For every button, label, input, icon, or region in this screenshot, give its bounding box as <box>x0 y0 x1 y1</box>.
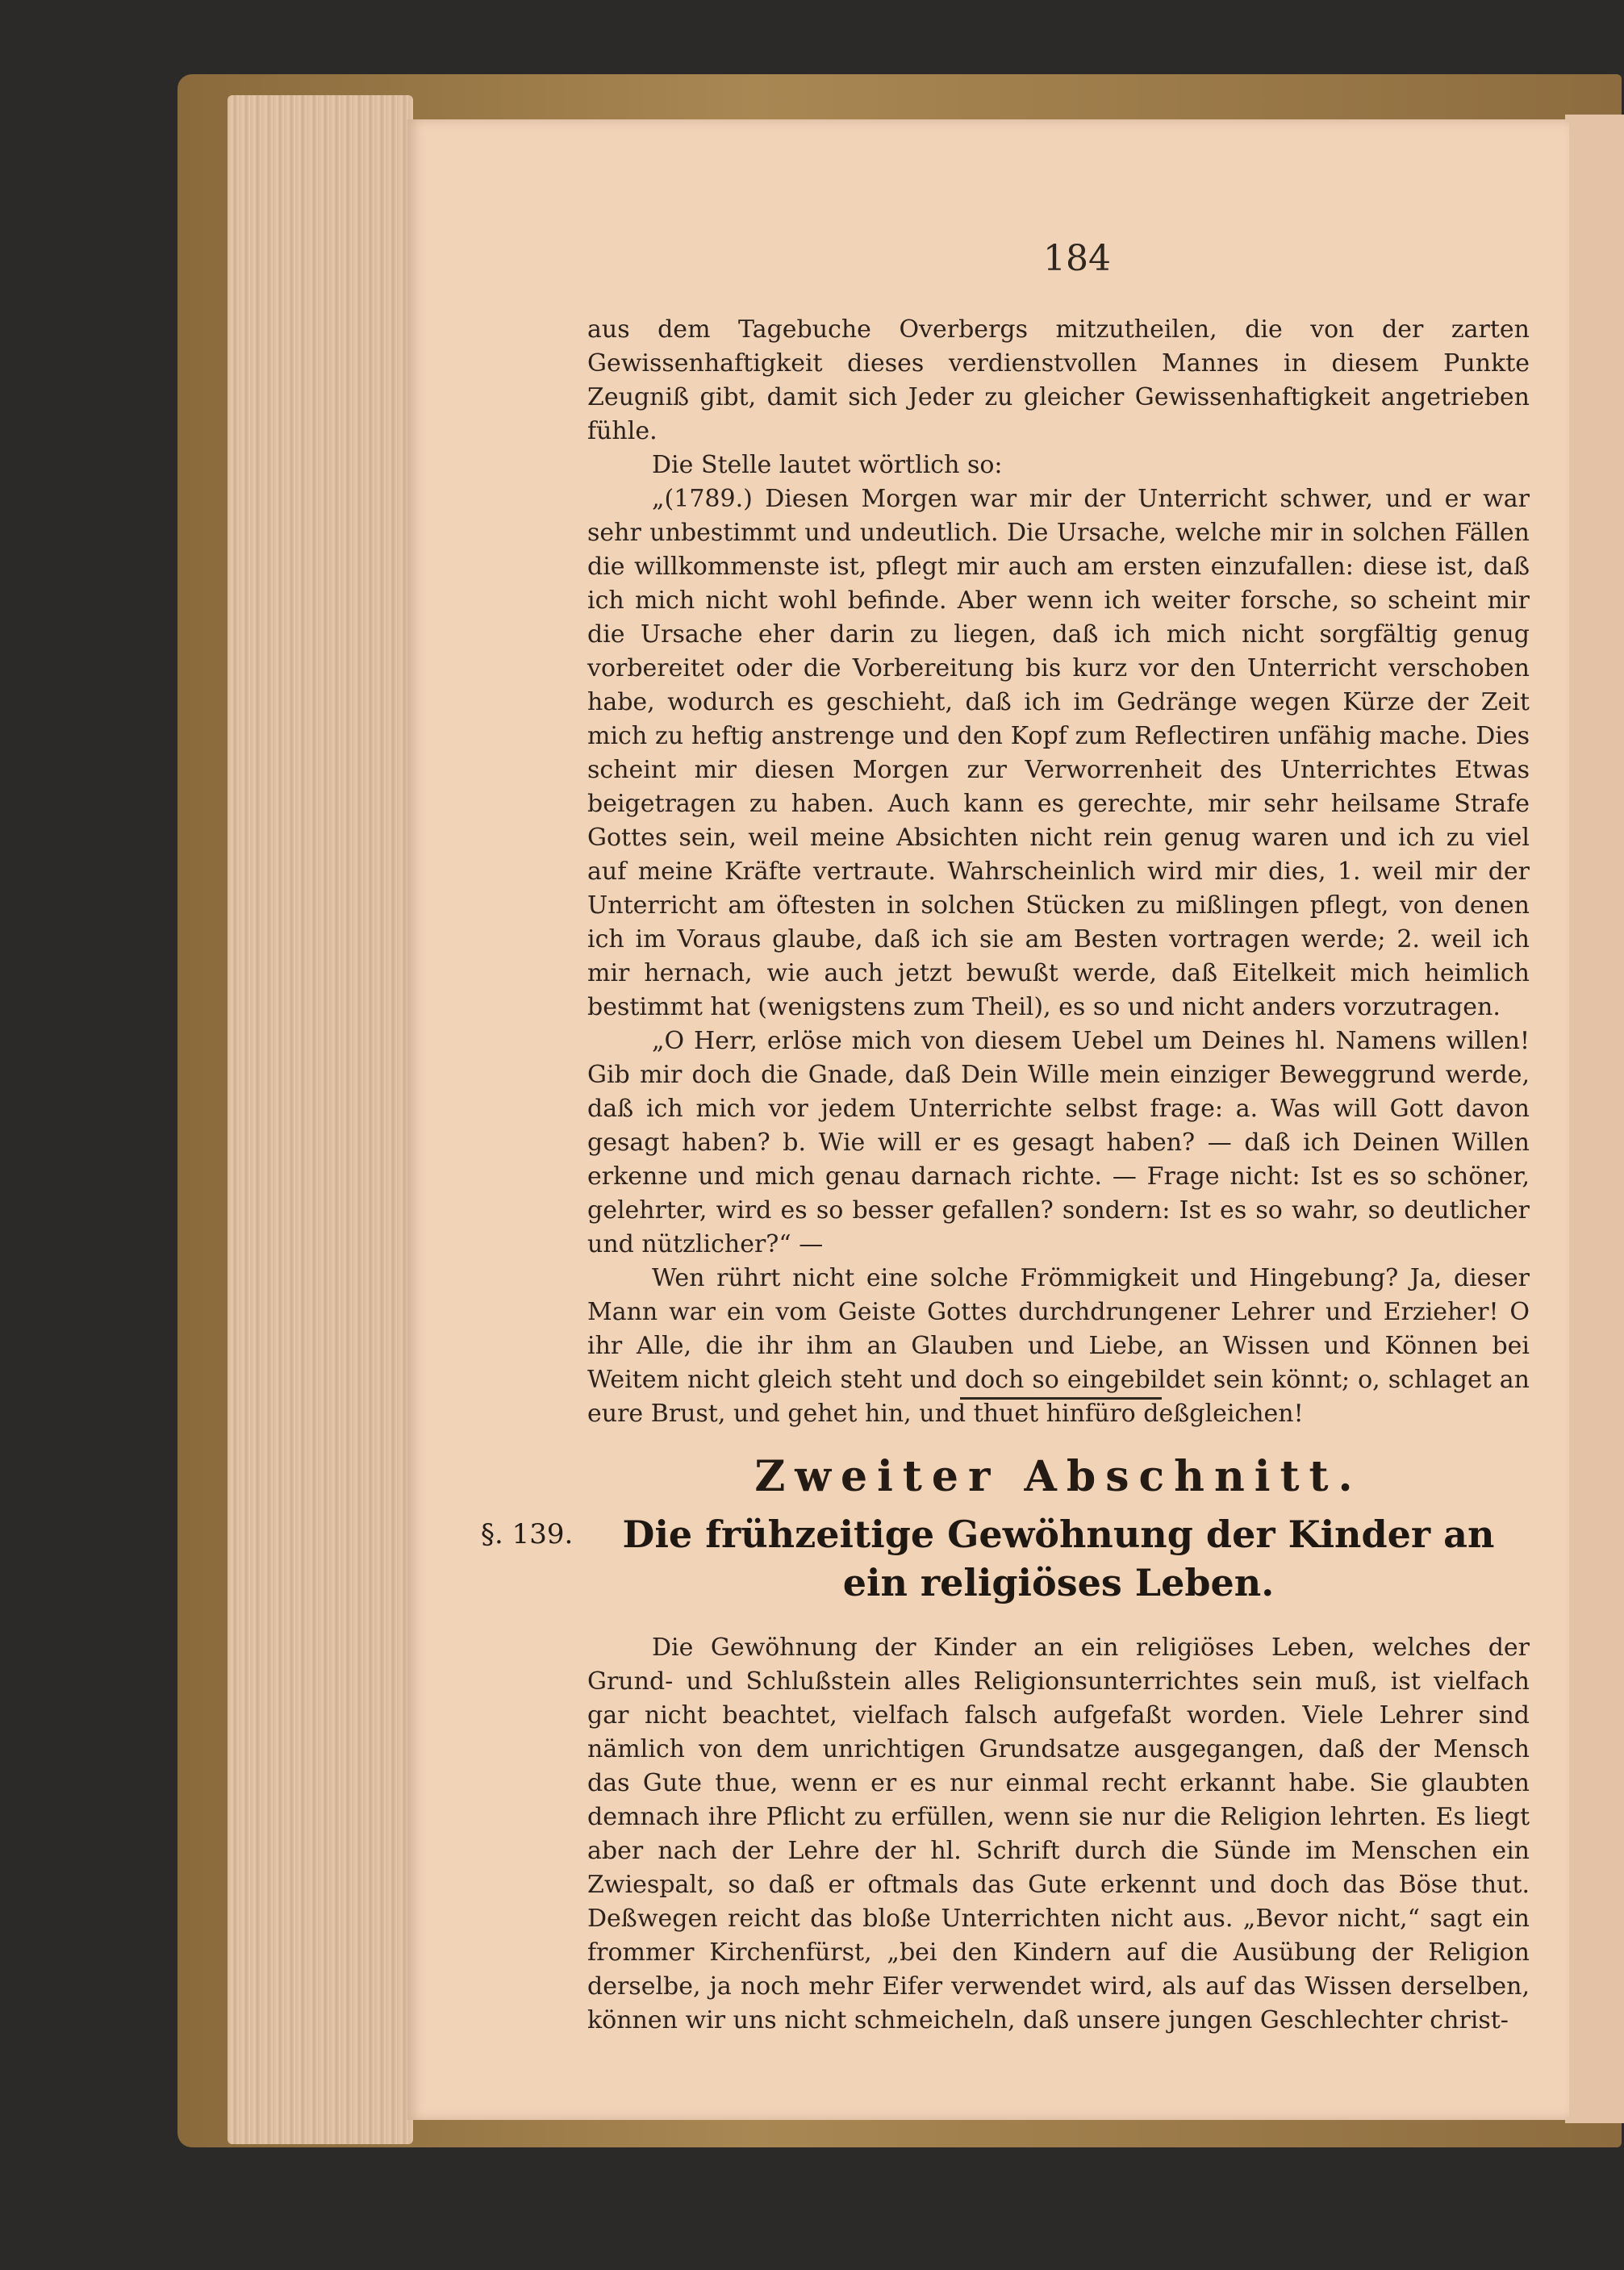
paragraph: aus dem Tagebuche Overbergs mitzutheilen, die von der zarten Gewissenhaftigkeit dieses verdienstvollen Mannes in diesem Punkte Zeugniß gibt, damit sich Jeder zu gleicher Gewissenhaftigkeit angetrieben fühle. <box>587 315 1530 445</box>
paragraph-title: Die frühzeitige Gewöhnung der Kinder an ein religiöses Leben. <box>622 1513 1495 1604</box>
paragraph: Wen rührt nicht eine solche Frömmigkeit und Hingebung? Ja, dieser Mann war ein vom Geiste Gottes durchdrungener Lehrer und Erzieher! O ihr Alle, die ihr ihm an Glauben und Liebe, an Wissen und Können bei Weitem nicht gleich steht und doch so eingebildet sein könnt; o, schlaget an eure Brust, und gehet hin, und thuet hinfüro deßgleichen! <box>587 1264 1530 1428</box>
paragraph: „O Herr, erlöse mich von diesem Uebel um Deines hl. Namens willen! Gib mir doch die Gnade, daß Dein Wille mein einziger Beweggrund werde, daß ich mich vor jedem Unterrichte selbst frage: a. Was will Gott davon gesagt haben? b. Wie will er es gesagt haben? — daß ich Deinen Willen erkenne und mich genau darnach richte. — Frage nicht: Ist es so schöner, gelehrter, wird es so besser gefallen? sondern: Ist es so wahr, so deutlicher und nützlicher?“ — <box>587 1027 1530 1258</box>
page-edges <box>228 95 413 2144</box>
facing-page-edge <box>1565 115 1624 2123</box>
section-divider <box>960 1397 1162 1400</box>
text-block-1 <box>587 313 1530 1431</box>
text-block-2 <box>587 1631 1530 2038</box>
paragraph-number: §. 139. <box>481 1518 574 1550</box>
paragraph: Die Stelle lautet wörtlich so: <box>652 451 1003 479</box>
section-heading: Zweiter Abschnitt. <box>754 1452 1363 1501</box>
paragraph: „(1789.) Diesen Morgen war mir der Unterricht schwer, und er war sehr unbestimmt und undeutlich. Die Ursache, welche mir in solchen Fällen die willkommenste ist, pflegt mir auch am ersten einzufallen: diese ist, daß ich mich nicht wohl befinde. Aber wenn ich weiter forsche, so scheint mir die Ursache eher darin zu liegen, daß ich mich nicht sorgfältig genug vorbereitet oder die Vorbereitung bis kurz vor den Unterricht verschoben habe, wodurch es geschieht, daß ich im Gedränge wegen Kürze der Zeit mich zu heftig anstrenge und den Kopf zum Reflectiren unfähig mache. Dies scheint mir diesen Morgen zur Verworrenheit des Unterrichtes Etwas beigetragen zu haben. Auch kann es gerechte, mir sehr heilsame Strafe Gottes sein, weil meine Absichten nicht rein genug waren und ich zu viel auf meine Kräfte vertraute. Wahrscheinlich wird mir dies, 1. weil mir der Unterricht am öftesten in solchen Stücken zu mißlingen pflegt, von denen ich im Voraus glaube, daß ich sie am Besten vortragen werde; 2. weil ich mir hernach, wie auch jetzt bewußt werde, daß Eitelkeit mich heimlich bestimmt hat (wenigstens zum Theil), es so und nicht anders vorzutragen. <box>587 485 1530 1021</box>
page-number: 184 <box>1043 238 1111 279</box>
paragraph: Die Gewöhnung der Kinder an ein religiöses Leben, welches der Grund- und Schlußstein alles Religionsunterrichtes sein muß, ist vielfach gar nicht beachtet, vielfach falsch aufgefaßt worden. Viele Lehrer sind nämlich von dem unrichtigen Grundsatze ausgegangen, daß der Mensch das Gute thue, wenn er es nur einmal recht erkannt habe. Sie glaubten demnach ihre Pflicht zu erfüllen, wenn sie nur die Religion lehrten. Es liegt aber nach der Lehre der hl. Schrift durch die Sünde im Menschen ein Zwiespalt, so daß er oftmals das Gute erkennt und doch das Böse thut. Deßwegen reicht das bloße Unterrichten nicht aus. „Bevor nicht,“ sagt ein frommer Kirchenfürst, „bei den Kindern auf die Ausübung der Religion derselbe, ja noch mehr Eifer verwendet wird, als auf das Wissen derselben, können wir uns nicht schmeicheln, daß unsere jungen Geschlechter christ- <box>587 1634 1530 2034</box>
